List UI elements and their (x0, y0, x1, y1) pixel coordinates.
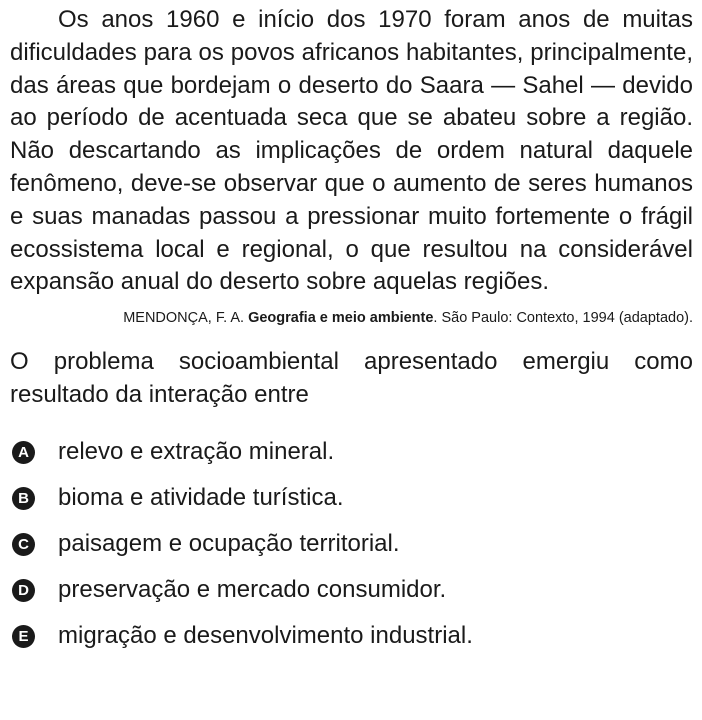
option-d-text: preservação e mercado consumidor. (58, 576, 447, 604)
option-b[interactable] (10, 475, 693, 521)
option-e[interactable] (10, 613, 693, 659)
option-c-badge: C (12, 533, 35, 556)
citation-author: MENDONÇA, F. A. (123, 310, 245, 327)
option-a[interactable] (10, 429, 693, 475)
citation (10, 308, 693, 328)
option-c[interactable] (10, 521, 693, 567)
option-c-text: paisagem e ocupação territorial. (58, 530, 400, 558)
option-b-text: bioma e atividade turística. (58, 484, 344, 512)
passage-text: Os anos 1960 e início dos 1970 foram anos de muitas dificuldades para os povos africanos habitantes, principalmente, das áreas que bordejam o deserto do Saara — Sahel — devido ao período de acentuada seca que se abateu sobre a região. Não descartando as implicações de ordem natural daquele fenômeno, deve-se observar que o aumento de seres humanos e suas manadas passou a pressionar muito fortemente o frágil ecossistema local e regional, o que resultou na considerável expansão anual do deserto sobre aquelas regiões. (10, 6, 693, 296)
question-stem: O problema socioambiental apresentado emergiu como resultado da interação entre (10, 348, 693, 409)
citation-title: Geografia e meio ambiente (248, 310, 434, 327)
question-page (10, 4, 693, 659)
citation-publisher: . São Paulo: Contexto, 1994 (adaptado). (433, 310, 693, 327)
answer-options (10, 429, 693, 659)
option-a-text: relevo e extração mineral. (58, 438, 335, 466)
option-d[interactable] (10, 567, 693, 613)
option-d-badge: D (12, 579, 35, 602)
option-e-text: migração e desenvolvimento industrial. (58, 622, 473, 650)
option-a-badge: A (12, 441, 35, 464)
option-b-badge: B (12, 487, 35, 510)
option-e-badge: E (12, 625, 35, 648)
